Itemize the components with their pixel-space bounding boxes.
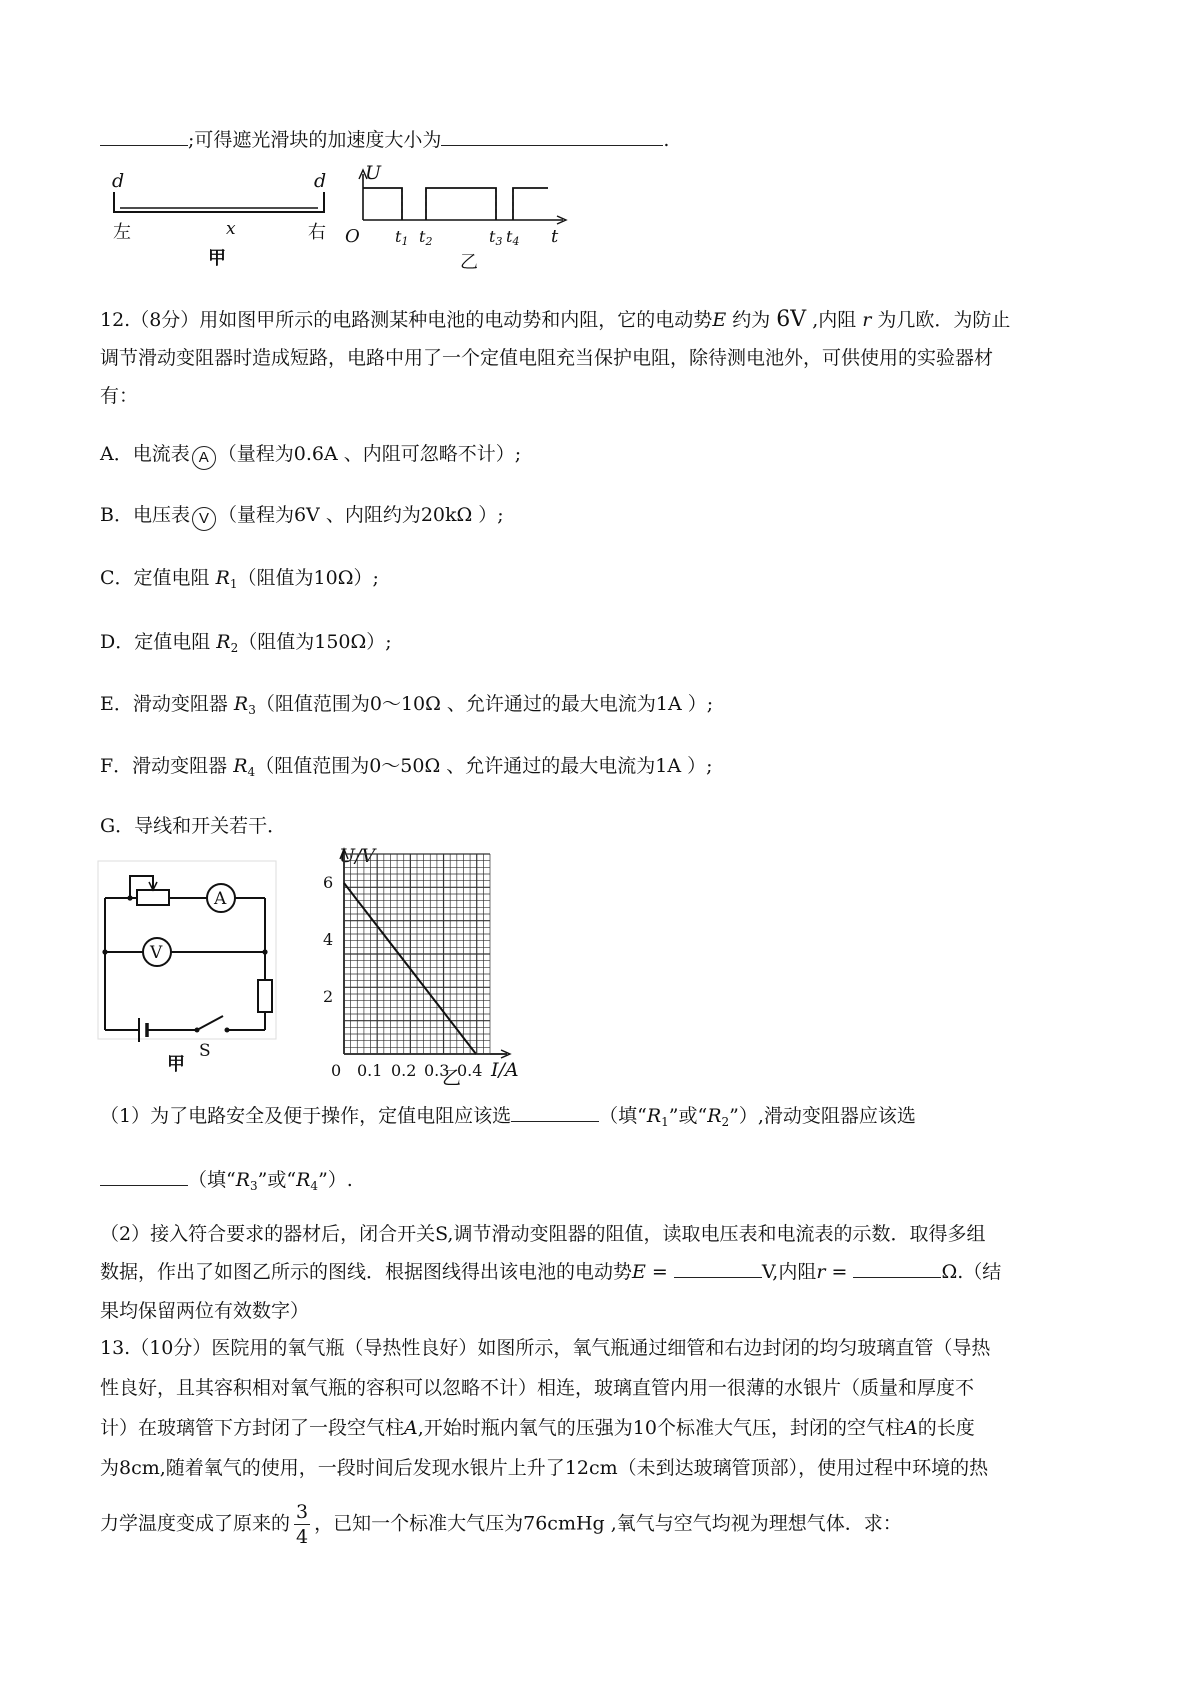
q12-part1-line2: （填“$R_3$”或“$R_4$”）. bbox=[100, 1166, 353, 1200]
answer-blank-emf[interactable] bbox=[674, 1259, 762, 1278]
option-a: A．电流表 A （量程为0.6A 、内阻可忽略不计）; bbox=[100, 440, 521, 470]
q12-part2-line1: （2）接入符合要求的器材后，闭合开关S,调节滑动变阻器的阻值，读取电压表和电流表的示数．取得多组 bbox=[100, 1223, 986, 1245]
voltmeter-label: V bbox=[150, 943, 163, 963]
q11-tail-line: ;可得遮光滑块的加速度大小为 . bbox=[100, 126, 669, 154]
answer-blank-rheostat[interactable] bbox=[100, 1167, 188, 1186]
label-right: 右 bbox=[308, 222, 326, 243]
tick-t3: t3 bbox=[489, 227, 503, 248]
q12-part2-line3: 果均保留两位有效数字） bbox=[100, 1300, 310, 1322]
tick-t4: t4 bbox=[506, 227, 520, 248]
q13-line5: 力学温度变成了原来的 $\frac{3}{4}$ ，已知一个标准大气压为76cmHg ,氧气与空气均视为理想气体．求： bbox=[100, 1501, 902, 1548]
y-tick-6: 6 bbox=[323, 873, 334, 892]
label-d-right: d bbox=[314, 170, 327, 192]
x-tick-0.4: 0.4 bbox=[457, 1061, 483, 1080]
y-tick-4: 4 bbox=[323, 930, 334, 949]
q12-part1-line1: （1）为了电路安全及便于操作，定值电阻应该选 （填“$R_1$”或“$R_2$”）,滑动变阻器应该选 bbox=[100, 1105, 916, 1129]
graph-grid bbox=[344, 854, 490, 1054]
caption-jia: 甲 bbox=[167, 1054, 185, 1075]
origin-label: O bbox=[345, 226, 360, 247]
q12-line3: 有： bbox=[100, 385, 139, 407]
option-b: B．电压表 V （量程为6V 、内阻约为20kΩ ）; bbox=[100, 501, 504, 531]
axis-u-label: U bbox=[365, 162, 382, 184]
y-tick-2: 2 bbox=[323, 987, 334, 1006]
q13-line1: 13.（10分）医院用的氧气瓶（导热性良好）如图所示，氧气瓶通过细管和右边封闭的均匀玻璃直管（导热 bbox=[100, 1337, 991, 1359]
ammeter-label: A bbox=[214, 889, 227, 909]
ammeter-icon: A bbox=[192, 446, 216, 470]
option-d: D．定值电阻 $R_2$（阻值为150Ω）; bbox=[100, 631, 392, 655]
x-tick-0: 0 bbox=[331, 1061, 342, 1080]
switch-icon bbox=[197, 1016, 223, 1030]
resistor-icon bbox=[258, 980, 272, 1012]
x-tick-0.3: 0.3 bbox=[424, 1061, 450, 1080]
q13-line2: 性良好，且其容积相对氧气瓶的容积可以忽略不计）相连，玻璃直管内用一很薄的水银片（质量和厚度不 bbox=[100, 1377, 975, 1399]
option-c: C．定值电阻 $R_1$（阻值为10Ω）; bbox=[100, 567, 379, 591]
option-e: E．滑动变阻器 $R_3$（阻值范围为0～10Ω 、允许通过的最大电流为1A ）; bbox=[100, 693, 714, 717]
figure-voltage-time-yi bbox=[345, 160, 615, 275]
q13-line3: 计）在玻璃管下方封闭了一段空气柱A,开始时瓶内氧气的压强为10个标准大气压，封闭的空气柱A的长度 bbox=[100, 1417, 975, 1439]
q12-part2-line2: 数据，作出了如图乙所示的图线．根据图线得出该电池的电动势E = V,内阻r = Ω.（结 bbox=[100, 1261, 1002, 1283]
voltmeter-icon: V bbox=[192, 507, 216, 531]
q12-line1: 12.（8分）用如图甲所示的电路测某种电池的电动势和内阻，它的电动势E 约为 6V ,内阻 r 为几欧．为防止 bbox=[100, 307, 1011, 332]
q13-line4: 为8cm,随着氧气的使用，一段时间后发现水银片上升了12cm（未到达玻璃管顶部），使用过程中环境的热 bbox=[100, 1457, 989, 1479]
answer-blank[interactable] bbox=[441, 127, 663, 146]
answer-blank-resistor[interactable] bbox=[511, 1103, 599, 1122]
x-tick-0.1: 0.1 bbox=[357, 1061, 383, 1080]
label-x: x bbox=[226, 219, 236, 239]
x-tick-0.2: 0.2 bbox=[391, 1061, 417, 1080]
y-axis-label: U/V bbox=[339, 845, 376, 867]
q12-line2: 调节滑动变阻器时造成短路，电路中用了一个定值电阻充当保护电阻，除待测电池外，可供使用的实验器材 bbox=[100, 347, 994, 369]
ui-graph-yi bbox=[323, 840, 595, 1081]
fraction-three-quarters: $\frac{3}{4}$ bbox=[296, 1501, 309, 1548]
caption-yi: 乙 bbox=[460, 252, 478, 273]
option-g: G．导线和开关若干． bbox=[100, 815, 287, 837]
x-axis-label: I/A bbox=[491, 1059, 519, 1081]
option-f: F．滑动变阻器 $R_4$（阻值范围为0～50Ω 、允许通过的最大电流为1A ）; bbox=[100, 755, 713, 779]
tick-t2: t2 bbox=[419, 227, 433, 248]
switch-label: S bbox=[199, 1041, 211, 1061]
tick-t1: t1 bbox=[395, 227, 409, 248]
label-left: 左 bbox=[113, 222, 131, 243]
answer-blank-resistance[interactable] bbox=[853, 1259, 941, 1278]
figure-track-jia bbox=[100, 160, 350, 270]
label-d-left: d bbox=[112, 170, 125, 192]
answer-blank[interactable] bbox=[100, 127, 188, 146]
caption-jia: 甲 bbox=[208, 248, 226, 269]
axis-t-label: t bbox=[551, 226, 559, 247]
circuit-diagram-jia bbox=[95, 858, 280, 1073]
caption-yi: 乙 bbox=[442, 1067, 462, 1089]
